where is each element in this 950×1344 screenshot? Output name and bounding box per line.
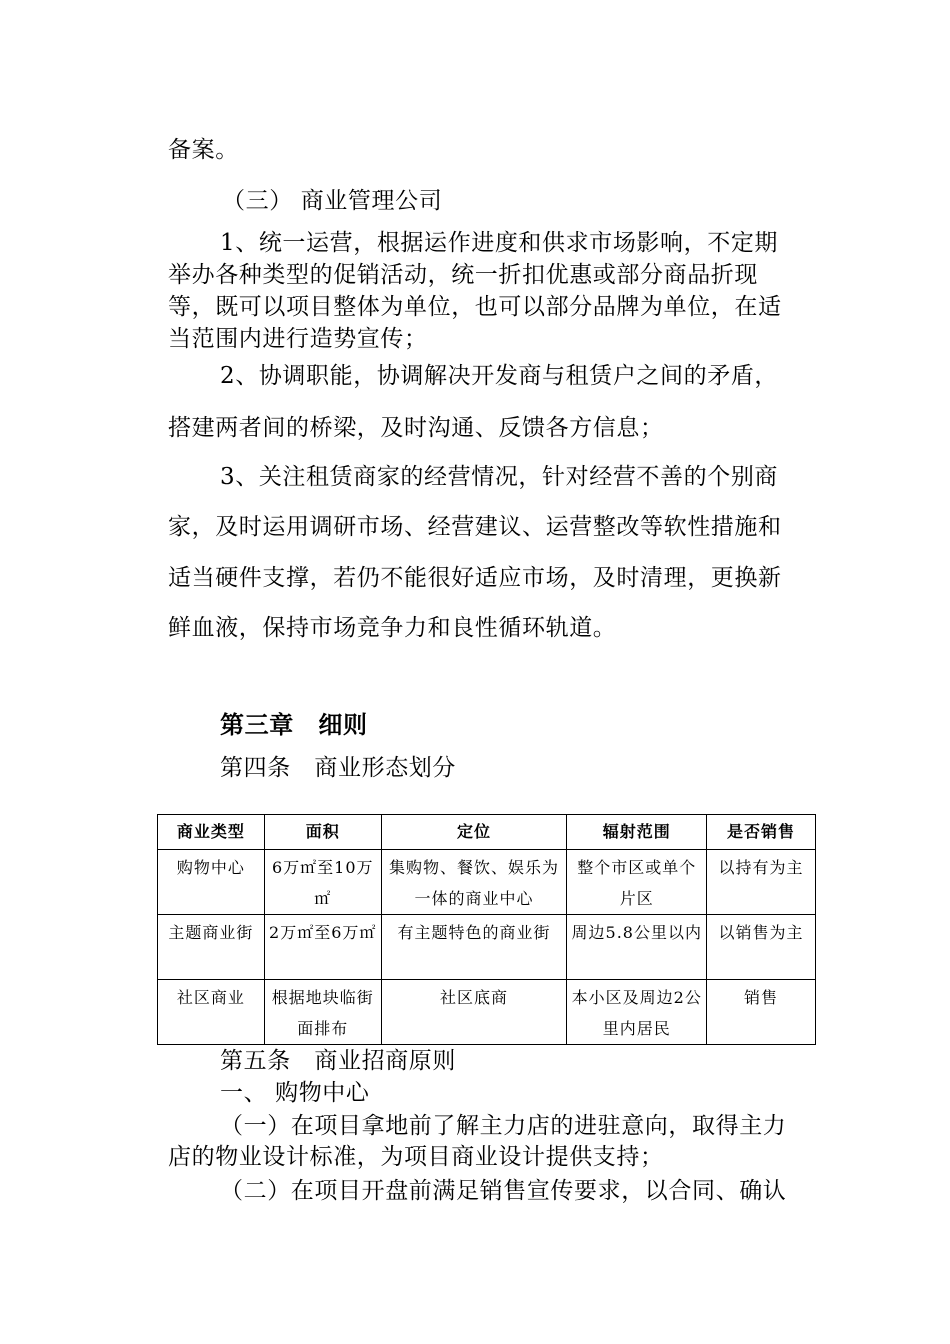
chapter-heading: 第三章 细则 <box>220 710 368 739</box>
paragraph-line: 当范围内进行造势宣传； <box>168 326 428 352</box>
cell-text: 有主题特色的商业街 <box>397 923 551 942</box>
table-row <box>158 915 816 980</box>
table-cell <box>264 980 381 1045</box>
section-heading: （三） 商业管理公司 <box>222 188 443 214</box>
paragraph-line: 适当硬件支撑，若仍不能很好适应市场，及时清理，更换新 <box>168 565 782 591</box>
table-cell <box>158 915 265 980</box>
section-heading: 一、 购物中心 <box>220 1080 370 1106</box>
cell-text: 以持有为主 <box>718 858 804 877</box>
paragraph-line: 等，既可以项目整体为单位，也可以部分品牌为单位，在适 <box>168 294 782 320</box>
business-type-table <box>157 814 816 1045</box>
table-row <box>158 980 816 1045</box>
cell-text: 以销售为主 <box>718 923 804 942</box>
table-cell <box>707 980 816 1045</box>
paragraph-line: 3、关注租赁商家的经营情况，针对经营不善的个别商 <box>220 464 779 490</box>
cell-text: 根据地块临街面排布 <box>271 988 374 1038</box>
table-cell <box>264 850 381 915</box>
table-cell <box>381 980 567 1045</box>
article-heading: 第五条 商业招商原则 <box>220 1048 456 1074</box>
paragraph-line: （二）在项目开盘前满足销售宣传要求，以合同、确认 <box>220 1178 787 1204</box>
table-cell <box>567 980 707 1045</box>
table-header-cell: 定位 <box>381 815 567 850</box>
cell-text: 社区商业 <box>176 988 245 1007</box>
paragraph-line: 鲜血液，保持市场竞争力和良性循环轨道。 <box>168 615 617 641</box>
cell-text: 购物中心 <box>176 858 245 877</box>
table-header-cell: 是否销售 <box>707 815 816 850</box>
table-header-row <box>158 815 816 850</box>
paragraph-line: 家，及时运用调研市场、经营建议、运营整改等软性措施和 <box>168 514 782 540</box>
cell-text: 本小区及周边2公里内居民 <box>571 988 702 1038</box>
cell-text: 社区底商 <box>439 988 508 1007</box>
table-header-cell: 商业类型 <box>158 815 265 850</box>
table-header-cell: 辐射范围 <box>567 815 707 850</box>
paragraph-line: 店的物业设计标准，为项目商业设计提供支持； <box>168 1144 664 1170</box>
table-cell <box>567 850 707 915</box>
cell-text: 主题商业街 <box>168 923 254 942</box>
table-cell <box>158 850 265 915</box>
cell-text: 集购物、餐饮、娱乐为一体的商业中心 <box>388 858 559 908</box>
table-cell <box>381 850 567 915</box>
article-heading: 第四条 商业形态划分 <box>220 755 456 781</box>
paragraph-line: 1、统一运营，根据运作进度和供求市场影响，不定期 <box>220 230 779 256</box>
cell-text: 6万㎡至10万㎡ <box>271 858 374 908</box>
table-cell <box>381 915 567 980</box>
paragraph-line: 备案。 <box>168 137 239 163</box>
table-row <box>158 850 816 915</box>
cell-text: 周边5.8公里以内 <box>571 923 702 942</box>
table-cell <box>567 915 707 980</box>
paragraph-line: 2、协调职能，协调解决开发商与租赁户之间的矛盾， <box>220 363 779 389</box>
table-cell <box>707 850 816 915</box>
paragraph-line: 举办各种类型的促销活动，统一折扣优惠或部分商品折现 <box>168 262 758 288</box>
table-header-cell: 面积 <box>264 815 381 850</box>
table-cell <box>707 915 816 980</box>
paragraph-line: 搭建两者间的桥梁，及时沟通、反馈各方信息； <box>168 415 664 441</box>
cell-text: 整个市区或单个片区 <box>577 858 697 908</box>
table-cell <box>264 915 381 980</box>
cell-text: 2万㎡至6万㎡ <box>269 923 377 942</box>
table-cell <box>158 980 265 1045</box>
paragraph-line: （一）在项目拿地前了解主力店的进驻意向，取得主力 <box>220 1113 787 1139</box>
cell-text: 销售 <box>744 988 779 1007</box>
